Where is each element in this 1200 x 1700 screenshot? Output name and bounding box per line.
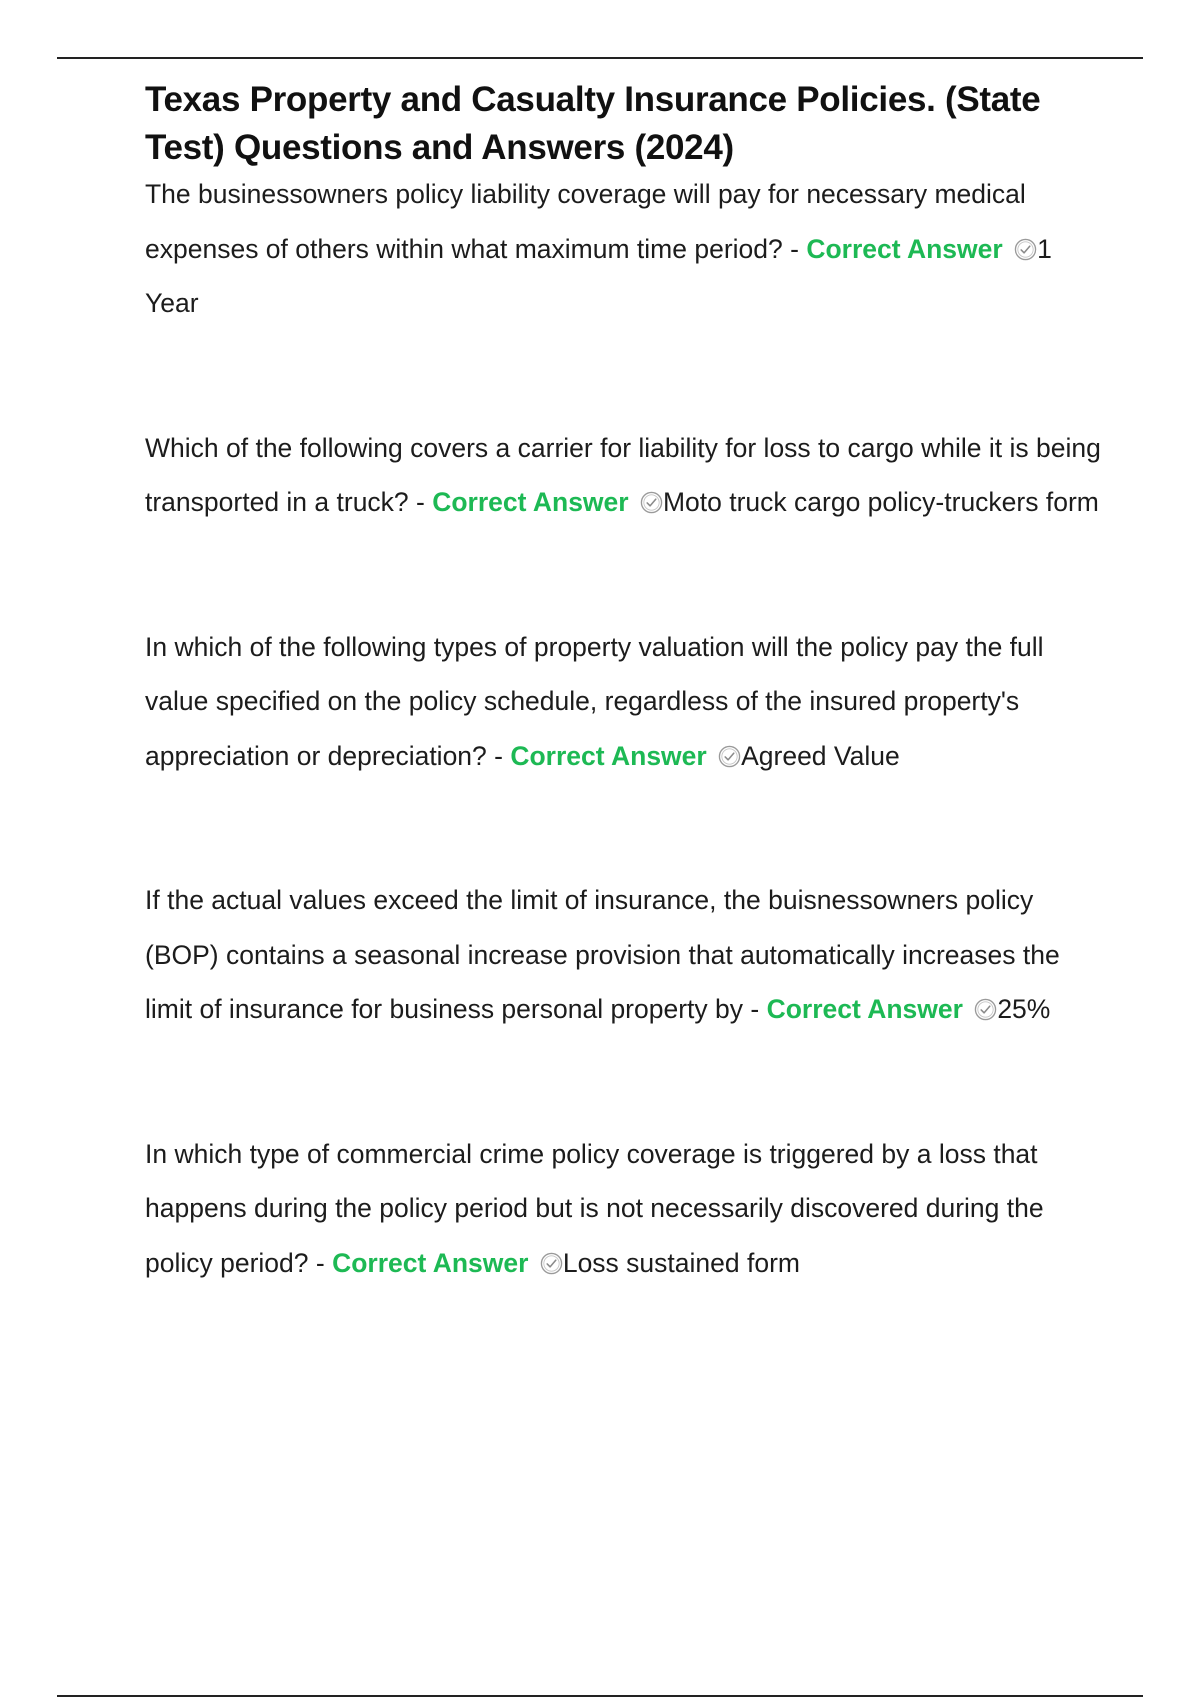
- bottom-rule: [57, 1695, 1143, 1697]
- qa-item: [145, 1127, 1105, 1291]
- separator: -: [743, 994, 767, 1024]
- correct-answer-label: Correct Answer: [766, 994, 963, 1024]
- question-text: In which of the following types of property valuation will the policy pay the full value specified on the policy schedule, regardless of the insured property's appreciation or depreciation?: [145, 631, 1044, 771]
- check-circle-icon: [974, 998, 997, 1021]
- answer-text: Loss sustained form: [562, 1247, 800, 1278]
- qa-item: [145, 873, 1105, 1037]
- qa-item: [145, 167, 1105, 331]
- check-circle-icon: [1014, 238, 1037, 261]
- check-circle-icon: [640, 491, 663, 514]
- document-body: [145, 76, 1105, 1290]
- separator: -: [408, 487, 433, 517]
- top-rule: [57, 57, 1143, 59]
- answer-text: 25%: [997, 994, 1051, 1024]
- document-title: Texas Property and Casualty Insurance Policies. (State Test) Questions and Answers (2024): [145, 80, 1041, 167]
- answer-text: Agreed Value: [741, 740, 900, 771]
- answer-text: 1 Year: [145, 233, 1052, 318]
- qa-item: [145, 620, 1105, 784]
- question-text: In which type of commercial crime policy coverage is triggered by a loss that happens during the policy period but is not necessarily discovered during the policy period?: [145, 1138, 1044, 1278]
- check-circle-icon: [540, 1252, 563, 1275]
- question-text: If the actual values exceed the limit of insurance, the buisnessowners policy (BOP) contains a seasonal increase provision that automatically increases the limit of insurance for business personal property by: [145, 885, 1060, 1024]
- separator: -: [782, 233, 807, 264]
- answer-text: Moto truck cargo policy-truckers form: [662, 487, 1099, 517]
- separator: -: [308, 1247, 333, 1278]
- correct-answer-label: Correct Answer: [332, 1247, 529, 1278]
- correct-answer-label: Correct Answer: [432, 487, 629, 517]
- separator: -: [486, 740, 511, 771]
- correct-answer-label: Correct Answer: [510, 740, 707, 771]
- qa-item: [145, 421, 1105, 530]
- check-circle-icon: [718, 745, 741, 768]
- question-text: Which of the following covers a carrier for liability for loss to cargo while it is being transported in a truck?: [145, 432, 1101, 517]
- question-text: The businessowners policy liability coverage will pay for necessary medical expenses of others within what maximum time period?: [145, 179, 1026, 264]
- correct-answer-label: Correct Answer: [806, 233, 1003, 264]
